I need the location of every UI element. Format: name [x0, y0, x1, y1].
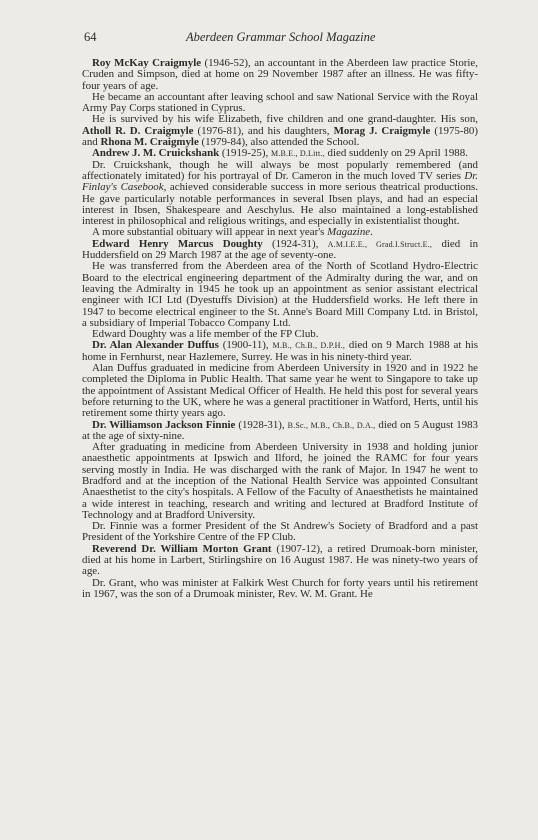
honours: M.B.E., D.Litt., [270, 149, 325, 159]
running-header [84, 30, 474, 46]
paragraph: Alan Duffus graduated in medicine from Aberdeen University in 1920 and in 1922 he completed the Diploma in Public Health. That same year he went to Singapore to take up the appointment of Assistant Medical Officer of Health. He held this post for several years before returning to the UK, where he was a general practitioner in Watford, Herts, until his retirement some thirty years ago. [82, 362, 478, 420]
paragraph: Dr. Cruickshank, though he will always be most popularly remembered (and affectionately imitated) for his portrayal of Dr. Cameron in the much loved TV series Dr. Finlay's Casebook, achieved considerable success in more serious theatrical productions. He gave particularly notable performances in several Ibsen plays, and had an especial interest in Ibsen, Shakespeare and Aeschylus. He also maintained a long-established interest in philosophical and religious writings, and especially in existentialist thought. [82, 158, 478, 228]
entry-name: Rhona M. Craigmyle [100, 136, 199, 149]
entry-cruickshank: Andrew J. M. Cruickshank (1919-25), M.B.E., D.Litt., died suddenly on 29 April 1988. [92, 147, 468, 160]
paragraph: Dr. Grant, who was minister at Falkirk West Church for forty years until his retirement in 1967, was the son of a Drumoak minister, Rev. W. M. Grant. He [82, 576, 478, 600]
honours: A.M.I.E.E., Grad.I.Struct.E., [327, 239, 433, 249]
entry-name: Atholl R. D. Craigmyle [82, 124, 194, 137]
paragraph: He was transferred from the Aberdeen area of the North of Scotland Hydro-Electric Board to the electrical engineering department of the Admiralty during the war, and on leaving the Admiralty in 1945 he took up an appointment as senior assistant electrical engineer with ICI Ltd (Dyestuffs Division) at the Huddersfield works. He left there in 1947 to become electrical engineer to the St. Anne's Board Mill Company Ltd. in Bristol, a subsidiary of Imperial Tobacco Company Ltd. [82, 260, 478, 329]
entry-craigmyle: Roy McKay Craigmyle (1946-52), an accountant in the Aberdeen law practice Storie, Cruden and Simpson, died at home on 29 November 1987 after an illness. He was fifty-four years of age. [82, 57, 478, 92]
entry-name: Edward Henry Marcus Doughty [92, 237, 263, 250]
entry-finnie: Dr. Williamson Jackson Finnie (1928-31), B.Sc., M.B., Ch.B., D.A., died on 5 August 1983 at the age of sixty-nine. [82, 418, 478, 442]
entry-name: Dr. Williamson Jackson Finnie [92, 418, 236, 431]
honours: B.Sc., M.B., Ch.B., D.A., [287, 420, 376, 430]
entry-doughty: Edward Henry Marcus Doughty (1924-31), A.M.I.E.E., Grad.I.Struct.E., died in Huddersfield on 29 March 1987 at the age of seventy-one. [82, 237, 479, 262]
paragraph: A more substantial obituary will appear in next year's Magazine. [92, 226, 373, 239]
paragraph: He became an accountant after leaving school and saw National Service with the Royal Army Pay Corps stationed in Cyprus. [82, 90, 478, 115]
magazine-title: Aberdeen Grammar School Magazine [186, 30, 376, 44]
paragraph: Edward Doughty was a life member of the FP Club. [92, 328, 319, 341]
entry-duffus: Dr. Alan Alexander Duffus (1900-11), M.B., Ch.B., D.P.H., died on 9 March 1988 at his home in Fernhurst, near Hazlemere, Surrey. He was in his ninety-third year. [82, 339, 478, 363]
entry-name: Reverend Dr. William Morton Grant [92, 542, 272, 555]
obituary-text [82, 58, 478, 600]
honours: M.B., Ch.B., D.P.H., [272, 341, 346, 351]
paragraph: Dr. Finnie was a former President of the St Andrew's Society of Bradford and a past President of the Yorkshire Centre of the FP Club. [82, 520, 478, 544]
paragraph: He is survived by his wife Elizabeth, five children and one grand-daughter. His son, Atholl R. D. Craigmyle (1976-81), and his daughters, Morag J. Craigmyle (1975-80) and Rhona M. Craigmyle (1979-84), also attended the School. [82, 113, 478, 149]
entry-grant: Reverend Dr. William Morton Grant (1907-12), a retired Drumoak-born minister, died at his home in Larbert, Stirlingshire on 16 August 1987. He was ninety-two years of age. [82, 542, 478, 578]
paragraph: After graduating in medicine from Aberdeen University in 1938 and holding junior anaesthetic appointments at Ipswich and Ilford, he joined the RAMC for four years serving mostly in India. He was discharged with the rank of Major. In 1947 he went to Bradford and at the inception of the National Health Service was appointed Consultant Anaesthetist to the city's hospitals. A Fellow of the Faculty of Anaesthetists he maintained a wide interest in teaching, research and writing and lectured at Bradford Institute of Technology and at Bradford University. [82, 441, 478, 521]
entry-name: Roy McKay Craigmyle [92, 57, 202, 69]
entry-name: Dr. Alan Alexander Duffus [92, 339, 219, 352]
entry-name: Andrew J. M. Cruickshank [92, 147, 220, 160]
entry-name: Morag J. Craigmyle [333, 124, 431, 137]
page-number: 64 [84, 30, 97, 44]
